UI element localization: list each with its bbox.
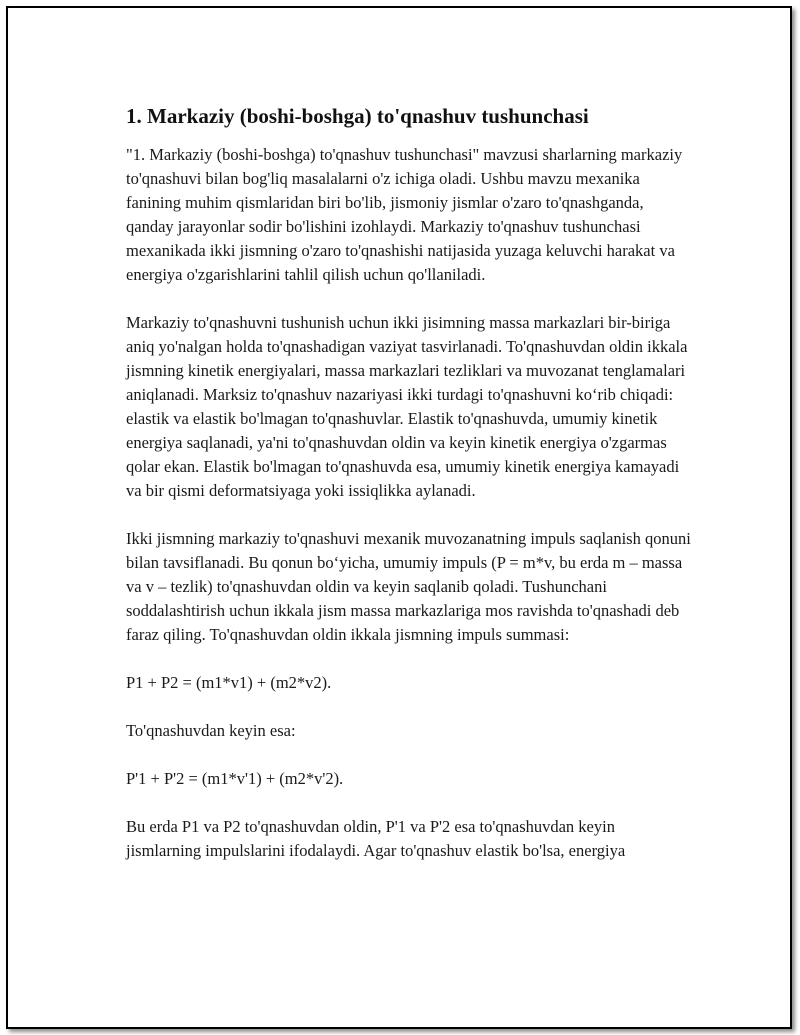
formula-after: P'1 + P'2 = (m1*v'1) + (m2*v'2). xyxy=(126,769,344,788)
section-heading: 1. Markaziy (boshi-boshga) to'qnashuv tushunchasi xyxy=(126,104,589,128)
paragraph-intro: "1. Markaziy (boshi-boshga) to'qnashuv tushunchasi" mavzusi sharlarning markaziy to'qnashuvi bilan bog'liq masalalarni o'z ichiga oladi. Ushbu mavzu mexanika fanining muhim qismlaridan biri bo'lib, jismoniy jismlar o'zaro to'qnashganda, qanday jarayonlar sodir bo'lishini izohlaydi. Markaziy to'qnashuv tushunchasi mexanikada ikki jismning o'zaro to'qnashishi natijasida yuzaga keluvchi harakat va energiya o'zgarishlarini tahlil qilish uchun qo'llaniladi. xyxy=(126,145,683,284)
paragraph-momentum: Ikki jismning markaziy to'qnashuvi mexanik muvozanatning impuls saqlanish qonuni bilan tavsiflanadi. Bu qonun bo‘yicha, umumiy impuls (P = m*v, bu erda m – massa va v – tezlik) to'qnashuvdan oldin va keyin saqlanib qoladi. Tushunchani soddalashtirish uchun ikkala jism massa markazlariga mos ravishda to'qnashadi deb faraz qiling. To'qnashuvdan oldin ikkala jismning impuls summasi: xyxy=(126,529,691,644)
document-content xyxy=(126,103,692,887)
paragraph-closing: Bu erda P1 va P2 to'qnashuvdan oldin, P'1 va P'2 esa to'qnashuvdan keyin jismlarning impulslarini ifodalaydi. Agar to'qnashuv elastik bo'lsa, energiya xyxy=(126,817,626,860)
document-page xyxy=(6,6,792,1029)
formula-before: P1 + P2 = (m1*v1) + (m2*v2). xyxy=(126,673,332,692)
after-label: To'qnashuvdan keyin esa: xyxy=(126,721,296,740)
paragraph-types: Markaziy to'qnashuvni tushunish uchun ikki jisimning massa markazlari bir-biriga aniq yo'nalgan holda to'qnashadigan vaziyat tasvirlanadi. To'qnashuvdan oldin ikkala jismning kinetik energiyalari, massa markazlari tezliklari va muvozanat tenglamalari aniqlanadi. Marksiz to'qnashuv nazariyasi ikki turdagi to'qnashuvni ko‘rib chiqadi: elastik va elastik bo'lmagan to'qnashuvlar. Elastik to'qnashuvda, umumiy kinetik energiya saqlanadi, ya'ni to'qnashuvdan oldin va keyin kinetik energiya o'zgarmas qolar ekan. Elastik bo'lmagan to'qnashuvda esa, umumiy kinetik energiya kamayadi va bir qismi deformatsiyaga yoki issiqlikka aylanadi. xyxy=(126,313,688,500)
